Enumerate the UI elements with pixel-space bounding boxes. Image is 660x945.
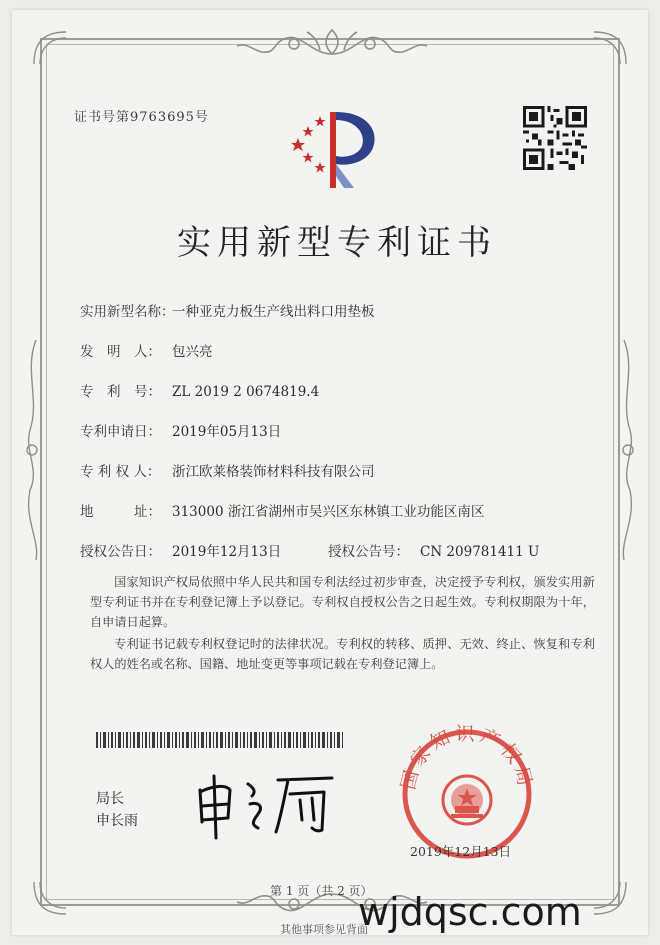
svg-text:国家知识产权局 <box>397 723 537 792</box>
watermark-text: wjdqsc.com <box>358 890 582 934</box>
corner-ornament-tl <box>30 28 70 68</box>
right-ornament <box>618 340 638 560</box>
corner-ornament-tr <box>590 28 630 68</box>
field-label: 专 利 号： <box>80 384 161 400</box>
certificate-number: 证书号第9763695号 <box>74 110 209 125</box>
field-value: 313000 浙江省湖州市吴兴区东林镇工业功能区南区 <box>172 504 485 520</box>
field-announcement-date <box>80 540 281 560</box>
left-ornament <box>22 340 42 560</box>
legal-status-text: 专利证书记载专利权登记时的法律状况。专利权的转移、质押、无效、终止、恢复和专利权人的姓名或名称、国籍、地址变更等事项记载在专利登记簿上。 <box>90 637 595 671</box>
field-label: 授权公告日： <box>80 544 161 560</box>
signatory-title: 局长 <box>96 791 124 807</box>
field-inventor <box>80 340 213 360</box>
signatory-name: 申长雨 <box>96 813 138 829</box>
certificate-sheet <box>12 10 648 935</box>
field-label: 发 明 人： <box>80 344 161 360</box>
field-label: 专 利 权 人： <box>80 464 161 480</box>
field-label: 授权公告号： <box>328 544 409 560</box>
field-value: ZL 2019 2 0674819.4 <box>172 384 320 400</box>
field-value: 包兴亮 <box>172 344 213 360</box>
official-seal <box>392 720 542 860</box>
barcode <box>96 732 346 748</box>
top-ornament <box>232 24 432 58</box>
footer-note: 其他事项参见背面 <box>280 923 368 936</box>
field-application-date <box>80 420 281 440</box>
qr-code <box>523 106 587 170</box>
field-label: 实用新型名称： <box>80 304 175 320</box>
seal-text: 国家知识产权局 <box>397 722 537 792</box>
grant-statement-text: 国家知识产权局依照中华人民共和国专利法经过初步审查，决定授予专利权，颁发实用新型专利证书并在专利登记簿上予以登记。专利权自授权公告之日起生效。专利权期限为十年，自申请日起算。 <box>90 575 595 629</box>
handwritten-signature <box>192 770 342 840</box>
field-announcement-number <box>328 540 539 560</box>
field-value: CN 209781411 U <box>420 544 540 560</box>
field-value: 2019年12月13日 <box>172 544 282 560</box>
corner-ornament-br <box>590 878 630 918</box>
field-value: 浙江欧莱格装饰材料科技有限公司 <box>172 464 375 480</box>
page-number: 第 1 页（共 2 页） <box>270 884 373 898</box>
certificate-title: 实用新型专利证书 <box>177 223 497 263</box>
field-label: 地 址： <box>80 504 161 520</box>
seal-date: 2019年12月13日 <box>410 844 512 859</box>
field-value: 一种亚克力板生产线出料口用垫板 <box>172 304 375 320</box>
field-label: 专利申请日： <box>80 424 161 440</box>
field-value: 2019年05月13日 <box>172 424 282 440</box>
grant-statement <box>90 572 595 632</box>
national-emblem-icon <box>443 776 491 824</box>
field-patentee <box>80 460 375 480</box>
field-utility-model-name <box>80 300 375 320</box>
patent-office-logo <box>284 104 380 190</box>
field-patent-number <box>80 380 319 400</box>
legal-status-statement <box>90 634 595 674</box>
corner-ornament-bl <box>30 878 70 918</box>
field-address <box>80 500 484 520</box>
